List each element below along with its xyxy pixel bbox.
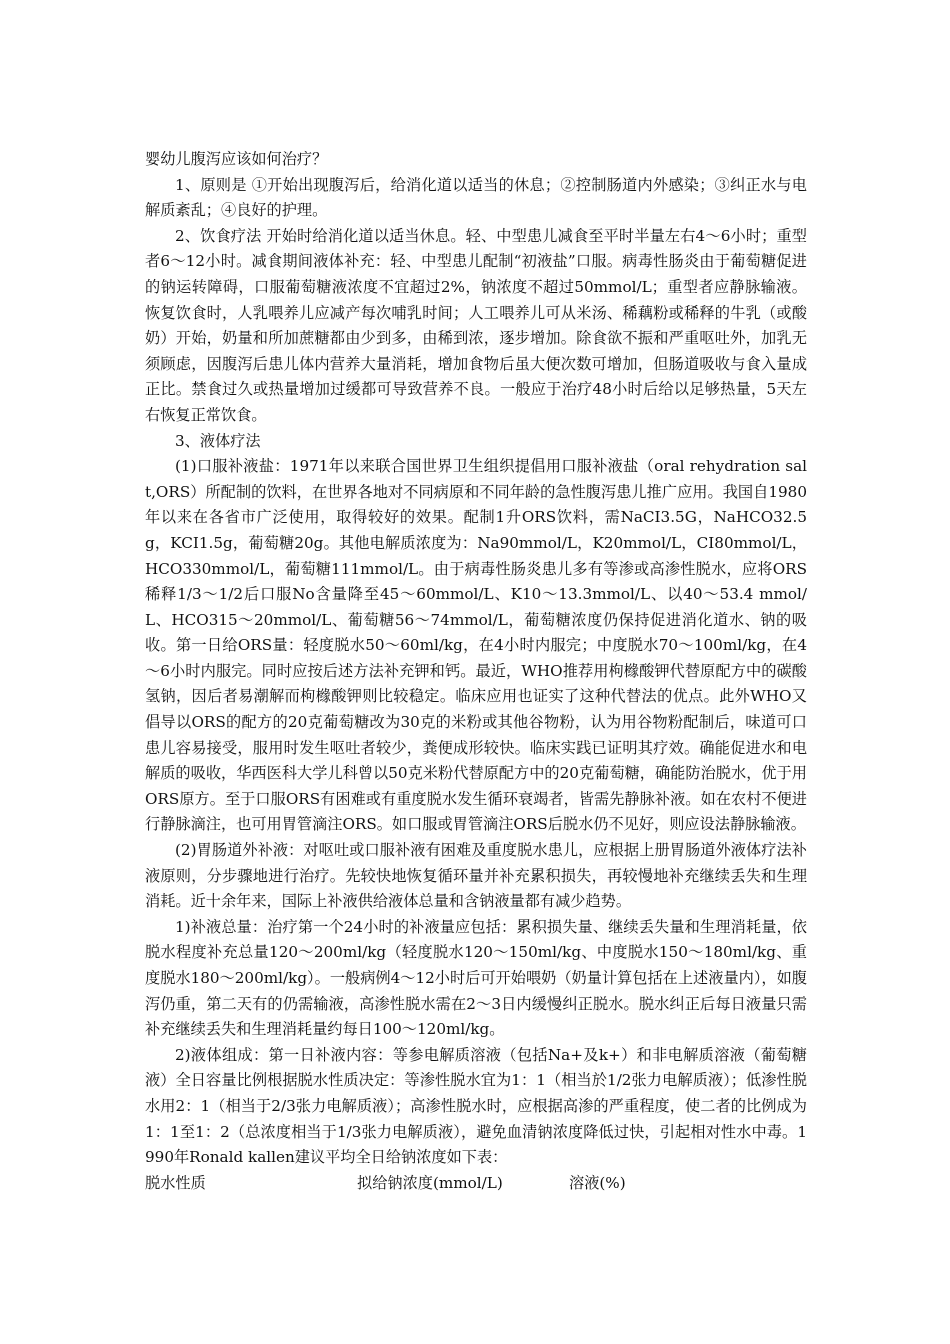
table-header-solution-percent: 溶液(%) <box>569 1173 626 1192</box>
paragraph-fluid-composition: 2)液体组成：第一日补液内容：等参电解质溶液（包括Na+及k+）和非电解质溶液（葡萄糖液）全日容量比例根据脱水性质决定：等渗性脱水宜为1：1（相当於1/2张力电解质液）；低渗性脱水用2：1（相当于2/3张力电解质液）；高渗性脱水时，应根据高渗的严重程度，使二者的比例成为1：1至1：2（总浓度相当于1/3张力电解质液），避免血清钠浓度降低过快，引起相对性水中毒。1990年Ronald kallen建议平均全日给钠浓度如下表： <box>145 1045 807 1167</box>
document-title: 婴幼儿腹泻应该如何治疗？ <box>145 150 328 168</box>
paragraph-principles: 1、原则是 ①开始出现腹泻后，给消化道以适当的休息；②控制肠道内外感染；③纠正水与电解质紊乱；④良好的护理。 <box>145 175 807 220</box>
paragraph-total-volume: 1)补液总量：治疗第一个24小时的补液量应包括：累积损失量、继续丢失量和生理消耗量，依脱水程度补充总量120～200ml/kg（轻度脱水120～150ml/kg、中度脱水150～180ml/kg、重度脱水180～200ml/kg）。一般病例4～12小时后可开始喂奶（奶量计算包括在上述液量内），如腹泻仍重，第二天有的仍需输液，高渗性脱水需在2～3日内缓慢纠正脱水。脱水纠正后每日液量只需补充继续丢失和生理消耗量约每日100～120ml/kg。 <box>145 917 807 1039</box>
table-header-row <box>145 1171 807 1197</box>
paragraph-fluid-therapy-heading: 3、液体疗法 <box>175 431 261 450</box>
paragraph-parenteral-fluid: (2)胃肠道外补液：对呕吐或口服补液有困难及重度脱水患儿，应根据上册胃肠道外液体疗法补液原则，分步骤地进行治疗。先较快地恢复循环量并补充累积损失，再较慢地补充继续丢失和生理消耗。近十余年来，国际上补液供给液体总量和含钠液量都有减少趋势。 <box>145 841 807 911</box>
paragraph-diet-therapy: 2、饮食疗法 开始时给消化道以适当休息。轻、中型患儿减食至平时半量左右4～6小时；重型者6～12小时。减食期间液体补充：轻、中型患儿配制“初液盐”口服。病毒性肠炎由于葡萄糖促进的钠运转障碍，口服葡萄糖液浓度不宜超过2%，钠浓度不超过50mmol/L；重型者应静脉输液。恢复饮食时，人乳喂养儿应减产每次哺乳时间；人工喂养儿可从米汤、稀藕粉或稀释的牛乳（或酸奶）开始，奶量和所加蔗糖都由少到多，由稀到浓，逐步增加。除食欲不振和严重呕吐外，加乳无须顾虑，因腹泻后患儿体内营养大量消耗，增加食物后虽大便次数可增加，但肠道吸收与食入量成正比。禁食过久或热量增加过缓都可导致营养不良。一般应于治疗48小时后给以足够热量，5天左右恢复正常饮食。 <box>145 226 807 424</box>
table-header-dehydration-type: 脱水性质 <box>145 1173 206 1192</box>
document-page <box>145 147 807 1196</box>
paragraph-oral-rehydration: (1)口服补液盐：1971年以来联合国世界卫生组织提倡用口服补液盐（oral rehydration salt,ORS）所配制的饮料，在世界各地对不同病原和不同年龄的急性腹泻患儿推广应用。我国自1980年以来在各省市广泛使用，取得较好的效果。配制1升ORS饮料，需NaCI3.5G，NaHCO32.5g，KCI1.5g，葡萄糖20g。其他电解质浓度为：Na90mmol/L，K20mmol/L，CI80mmol/L，HCO330mmol/L，葡萄糖111mmol/L。由于病毒性肠炎患儿多有等渗或高渗性脱水，应将ORS稀释1/3～1/2后口服No含量降至45～60mmol/L、K10～13.3mmol/L、以40～53.4 mmol/L、HCO315～20mmol/L、葡萄糖56～74mmol/L，葡萄糖浓度仍保持促进消化道水、钠的吸收。第一日给ORS量：轻度脱水50～60ml/kg，在4小时内服完；中度脱水70～100ml/kg，在4～6小时内服完。同时应按后述方法补充钾和钙。最近，WHO推荐用枸橼酸钾代替原配方中的碳酸氢钠，因后者易潮解而枸橼酸钾则比较稳定。临床应用也证实了这种代替法的优点。此外WHO又倡导以ORS的配方的20克葡萄糖改为30克的米粉或其他谷物粉，认为用谷物粉配制后，味道可口患儿容易接受，服用时发生呕吐者较少，粪便成形较快。临床实践已证明其疗效。确能促进水和电解质的吸收，华西医科大学儿科曾以50克米粉代替原配方中的20克葡萄糖，确能防治脱水，优于用ORS原方。至于口服ORS有困难或有重度脱水发生循环衰竭者，皆需先静脉补液。如在农村不便进行静脉滴注，也可用胃管滴注ORS。如口服或胃管滴注ORS后脱水仍不见好，则应设法静脉输液。 <box>145 457 807 834</box>
table-header-sodium-concentration: 拟给钠浓度(mmol/L) <box>357 1173 503 1192</box>
